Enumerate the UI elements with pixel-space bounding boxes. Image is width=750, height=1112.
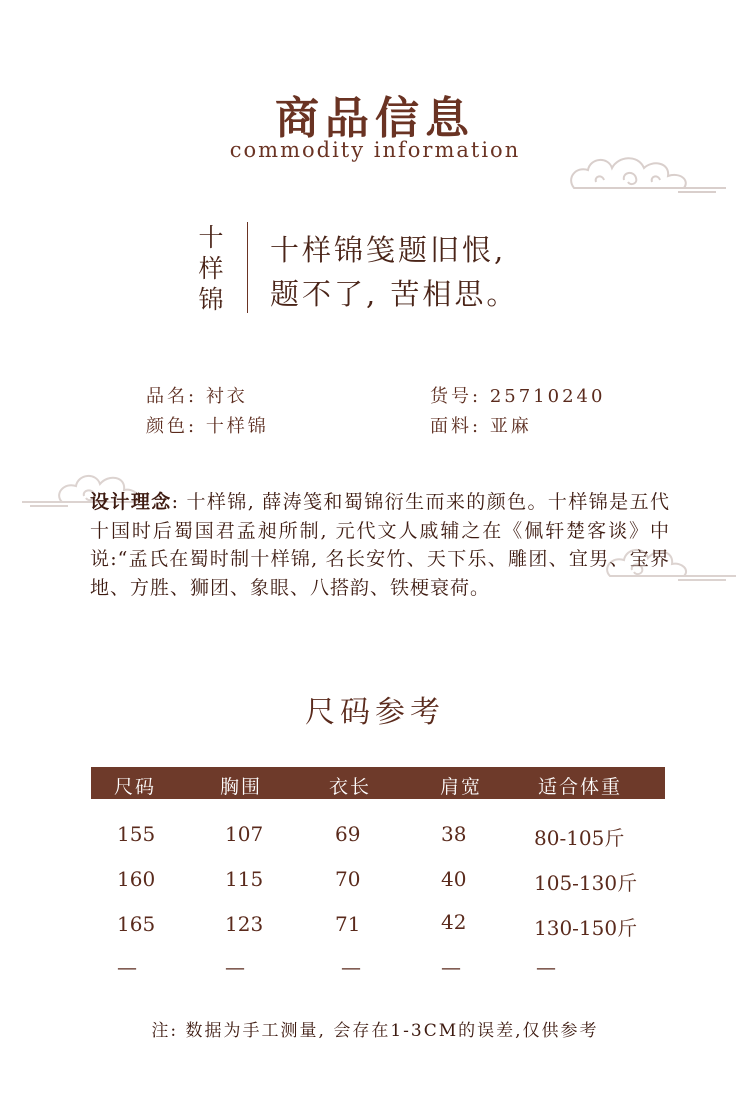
- info-label: 货号:: [430, 386, 482, 407]
- info-value: 十样锦: [205, 416, 269, 437]
- design-description: [90, 488, 670, 602]
- size-table-header: [91, 767, 665, 799]
- table-cell: 155: [117, 822, 156, 846]
- table-cell: 123: [225, 912, 264, 936]
- table-cell: 107: [225, 822, 264, 846]
- table-cell: —: [341, 955, 361, 979]
- table-cell: 130-150斤: [534, 916, 638, 940]
- page-title: 商品信息: [275, 93, 475, 144]
- table-cell: 115: [225, 867, 264, 891]
- table-cell: 71: [335, 912, 361, 936]
- poem-line: 十样锦笺题旧恨,: [270, 233, 507, 267]
- measurement-note: 注: 数据为手工测量, 会存在1-3CM的误差,仅供参考: [151, 1021, 599, 1041]
- table-cell: 160: [117, 867, 156, 891]
- table-cell: 40: [441, 867, 467, 891]
- column-header: 衣长: [329, 776, 372, 798]
- design-text: : 十样锦, 薛涛笺和蜀锦衍生而来的颜色。十样锦是五代十国时后蜀国君孟昶所制, 元代文人戚辅之在《佩轩楚客谈》中说:“孟氏在蜀时制十样锦, 名长安竹、天下乐、雕团、宜男、宝界地、方胜、狮团、象眼、八搭韵、铁梗衰荷。: [90, 491, 670, 599]
- table-cell: 70: [335, 867, 361, 891]
- info-label: 颜色:: [146, 416, 198, 437]
- vertical-char: 样: [198, 254, 224, 283]
- info-name: [146, 382, 248, 408]
- vertical-char: 锦: [198, 285, 224, 314]
- poem-line: 题不了, 苦相思。: [270, 277, 519, 311]
- table-cell: 42: [441, 910, 467, 934]
- vertical-char: 十: [198, 223, 224, 252]
- table-cell: 105-130斤: [534, 871, 638, 895]
- size-chart-title: 尺码参考: [305, 695, 445, 730]
- info-label: 品名:: [146, 386, 198, 407]
- column-header: 适合体重: [538, 776, 623, 798]
- table-cell: 38: [441, 822, 467, 846]
- column-header: 胸围: [220, 776, 263, 798]
- column-header: 尺码: [114, 776, 157, 798]
- table-cell: —: [536, 955, 556, 979]
- info-value: 亚麻: [489, 416, 532, 437]
- cloud-icon: [566, 148, 730, 198]
- info-value: 25710240: [489, 386, 606, 407]
- page-subtitle: commodity information: [229, 138, 521, 162]
- table-cell: —: [441, 955, 461, 979]
- vertical-divider: [247, 222, 248, 313]
- info-fabric: [430, 412, 532, 438]
- table-cell: —: [225, 955, 245, 979]
- table-cell: —: [117, 955, 137, 979]
- info-label: 面料:: [430, 416, 482, 437]
- poem: [270, 228, 518, 316]
- info-sku: [430, 382, 605, 408]
- column-header: 肩宽: [440, 776, 483, 798]
- design-label: 设计理念: [90, 491, 172, 513]
- table-cell: 80-105斤: [534, 826, 625, 850]
- table-cell: 69: [335, 822, 361, 846]
- info-color: [146, 412, 269, 438]
- vertical-product-name: [196, 222, 226, 315]
- info-value: 衬衣: [205, 386, 248, 407]
- table-cell: 165: [117, 912, 156, 936]
